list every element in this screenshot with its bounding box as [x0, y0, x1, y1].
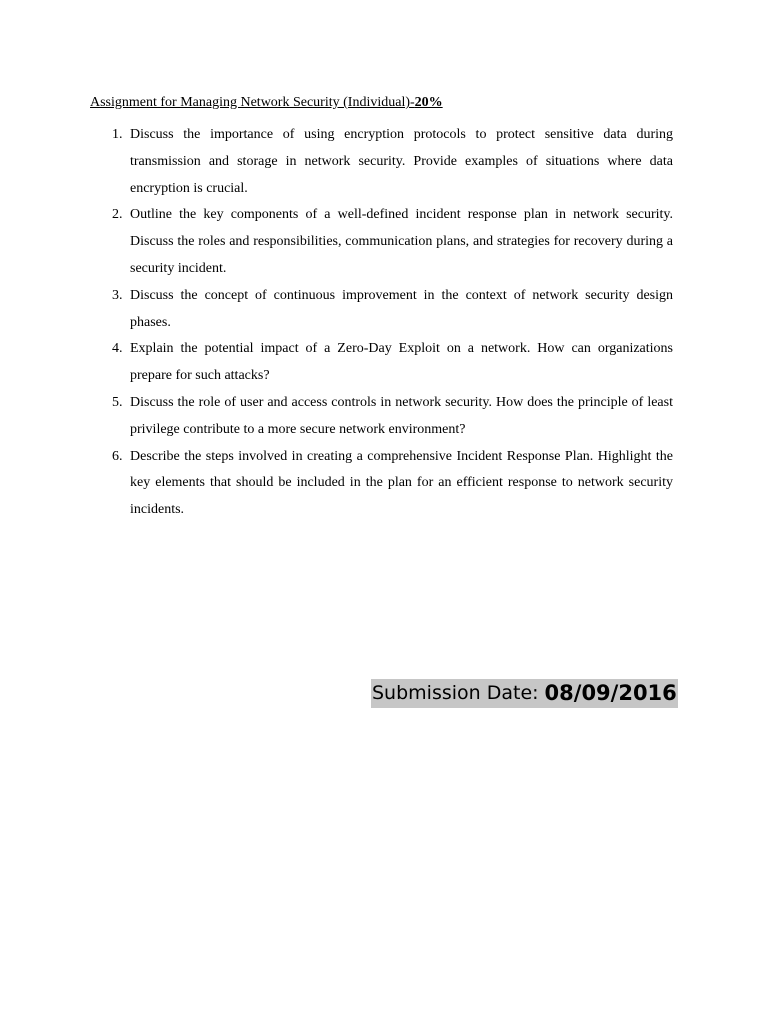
question-text: Describe the steps involved in creating a comprehensive Incident Response Plan. Highlight the key elements that should be included in the plan for an efficient response to network security incidents. [130, 448, 673, 518]
question-number: 1. [112, 127, 123, 142]
question-text: Discuss the role of user and access controls in network security. How does the principle of least privilege contribute to a more secure network environment? [130, 394, 673, 437]
question-number: 5. [112, 394, 123, 410]
question-text: Outline the key components of a well-defined incident response plan in network security. Discuss the roles and responsibilities, communication plans, and strategies for recovery during a security incident. [130, 207, 673, 276]
question-number: 4. [112, 341, 123, 357]
question-text: Explain the potential impact of a Zero-Day Exploit on a network. How can organizations prepare for such attacks? [130, 341, 673, 384]
question-item [90, 390, 673, 444]
question-text: Discuss the concept of continuous improvement in the context of network security design phases. [130, 287, 673, 330]
submission-date-block [371, 679, 678, 708]
assignment-weight: 20% [414, 95, 443, 110]
assignment-title [90, 94, 443, 112]
question-item [90, 202, 673, 282]
question-number: 2. [112, 207, 123, 223]
question-item [90, 444, 673, 524]
question-item [90, 283, 673, 337]
submission-date-label: Submission Date: [372, 682, 539, 704]
question-item [90, 336, 673, 390]
question-item [90, 122, 673, 202]
question-text: Discuss the importance of using encryption protocols to protect sensitive data during transmission and storage in network security. Provide examples of situations where data encryption is crucial. [130, 127, 673, 196]
assignment-title-text: Assignment for Managing Network Security (Individual)- [90, 95, 415, 110]
question-number: 3. [112, 287, 123, 303]
submission-date-value: 08/09/2016 [544, 681, 677, 705]
question-number: 6. [112, 448, 123, 464]
question-list [90, 122, 673, 524]
